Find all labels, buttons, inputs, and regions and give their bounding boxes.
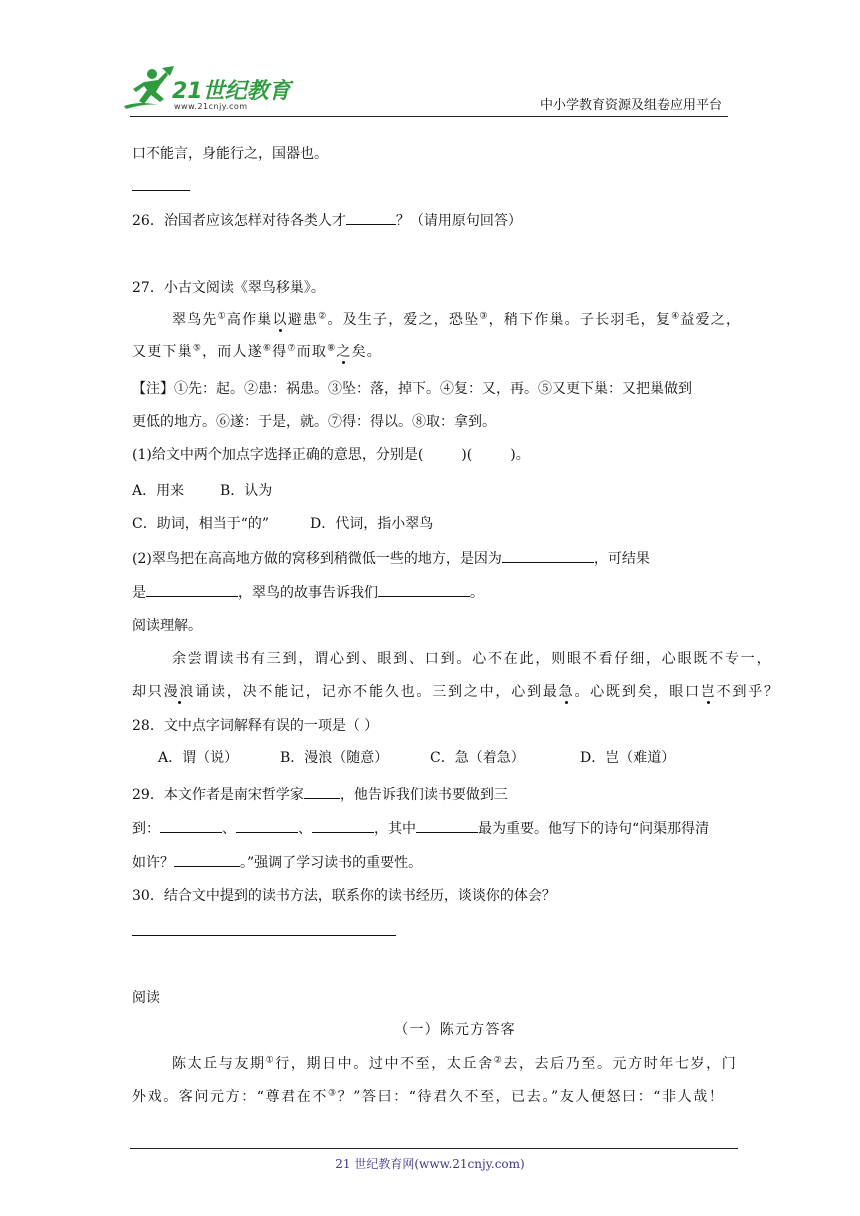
passage-line: 却只漫浪诵读，决不能记，记亦不能久也。三到之中，心到最急。心既到矣，眼口岂不到乎？ xyxy=(132,684,780,700)
answer-blank xyxy=(502,548,594,563)
sub-question-2-cont: 是 ，翠鸟的故事告诉我们 。 xyxy=(132,582,484,603)
answer-blank xyxy=(132,190,190,191)
answer-blank xyxy=(312,818,374,833)
option-c: C．急（着急） xyxy=(430,750,525,766)
option-a: A．用来 xyxy=(132,483,185,499)
section-heading: 阅读 xyxy=(132,990,160,1006)
passage-title: （一）陈元方答客 xyxy=(394,1022,516,1038)
logo-text: 21世纪教育 xyxy=(172,79,291,104)
answer-blank xyxy=(378,582,470,597)
question-30: 30．结合文中提到的读书方法，联系你的读书经历，谈谈你的体会？ xyxy=(132,888,556,904)
dotted-word: 漫浪 xyxy=(163,684,196,700)
option-b: B．认为 xyxy=(220,483,273,499)
classical-text-line: 翠鸟先①高作巢以避患②。及生子，爱之，恐坠③，稍下作巢。子长羽毛，复④益爱之， xyxy=(172,311,742,328)
answer-blank xyxy=(416,818,478,833)
option-b: B．漫浪（随意） xyxy=(280,750,389,766)
question-29: 29．本文作者是南宋哲学家 ，他告诉我们读书要做到三 xyxy=(132,784,508,805)
passage-line: 余尝谓读书有三到，谓心到、眼到、口到。心不在此，则眼不看仔细，心眼既不专一， xyxy=(172,651,773,667)
answer-blank xyxy=(346,210,396,225)
option-c: C．助词，相当于“的” xyxy=(132,516,270,532)
question-26: 26．治国者应该怎样对待各类人才 ？（请用原句回答） xyxy=(132,210,522,231)
section-heading: 阅读理解。 xyxy=(132,618,202,634)
footer-text: 21 世纪教育网(www.21cnjy.com) xyxy=(335,1157,525,1171)
question-29-cont: 到： 、 、 ，其中 最为重要。他写下的诗句“问渠那得清 xyxy=(132,818,709,839)
annotation-note: 【注】①先：起。②患：祸患。③坠：落，掉下。④复：又，再。⑤又更下巢：又把巢做到 xyxy=(132,381,692,397)
question-29-cont: 如许？ 。”强调了学习读书的重要性。 xyxy=(132,852,422,873)
question-28: 28．文中点字词解释有误的一项是（ ） xyxy=(132,718,379,734)
answer-blank xyxy=(304,784,340,799)
classical-text-line: 又更下巢⑤，而人遂⑥得⑦而取⑧之矣。 xyxy=(132,343,382,360)
answer-blank xyxy=(174,852,240,867)
footer-divider xyxy=(130,1148,738,1149)
site-logo xyxy=(122,66,290,116)
dotted-char: 岂 xyxy=(700,684,717,700)
sub-question-2: (2)翠鸟把在高高地方做的窝移到稍微低一些的地方，是因为 ，可结果 xyxy=(132,548,650,569)
answer-line xyxy=(132,935,396,936)
dotted-char: 以 xyxy=(272,312,288,328)
passage-line: 外戏。客问元方：“尊君在不③？”答曰：“待君久不至，已去。”友人便怒曰：“非人哉！ xyxy=(132,1088,725,1105)
sub-question-1: (1)给文中两个加点字选择正确的意思，分别是( )( )。 xyxy=(132,447,530,463)
option-a: A．谓（说） xyxy=(158,750,239,766)
platform-name: 中小学教育资源及组卷应用平台 xyxy=(540,98,723,113)
answer-blank xyxy=(160,818,222,833)
option-d: D．代词，指小翠鸟 xyxy=(310,516,434,532)
passage-line: 陈太丘与友期①行，期日中。过中不至，太丘舍②去，去后乃至。元方时年七岁，门 xyxy=(172,1055,738,1072)
question-27-title: 27．小古文阅读《翠鸟移巢》。 xyxy=(132,280,325,296)
annotation-note: 更低的地方。⑥遂：于是，就。⑦得：得以。⑧取：拿到。 xyxy=(132,414,496,430)
dotted-char: 之 xyxy=(336,344,352,360)
answer-blank xyxy=(146,582,238,597)
header-divider xyxy=(130,116,728,117)
logo-url: www.21cnjy.com xyxy=(174,102,248,111)
text-line: 口不能言，身能行之，国器也。 xyxy=(132,146,328,162)
answer-blank xyxy=(236,818,298,833)
dotted-char: 急 xyxy=(558,684,575,700)
option-d: D．岂（难道） xyxy=(580,750,676,766)
